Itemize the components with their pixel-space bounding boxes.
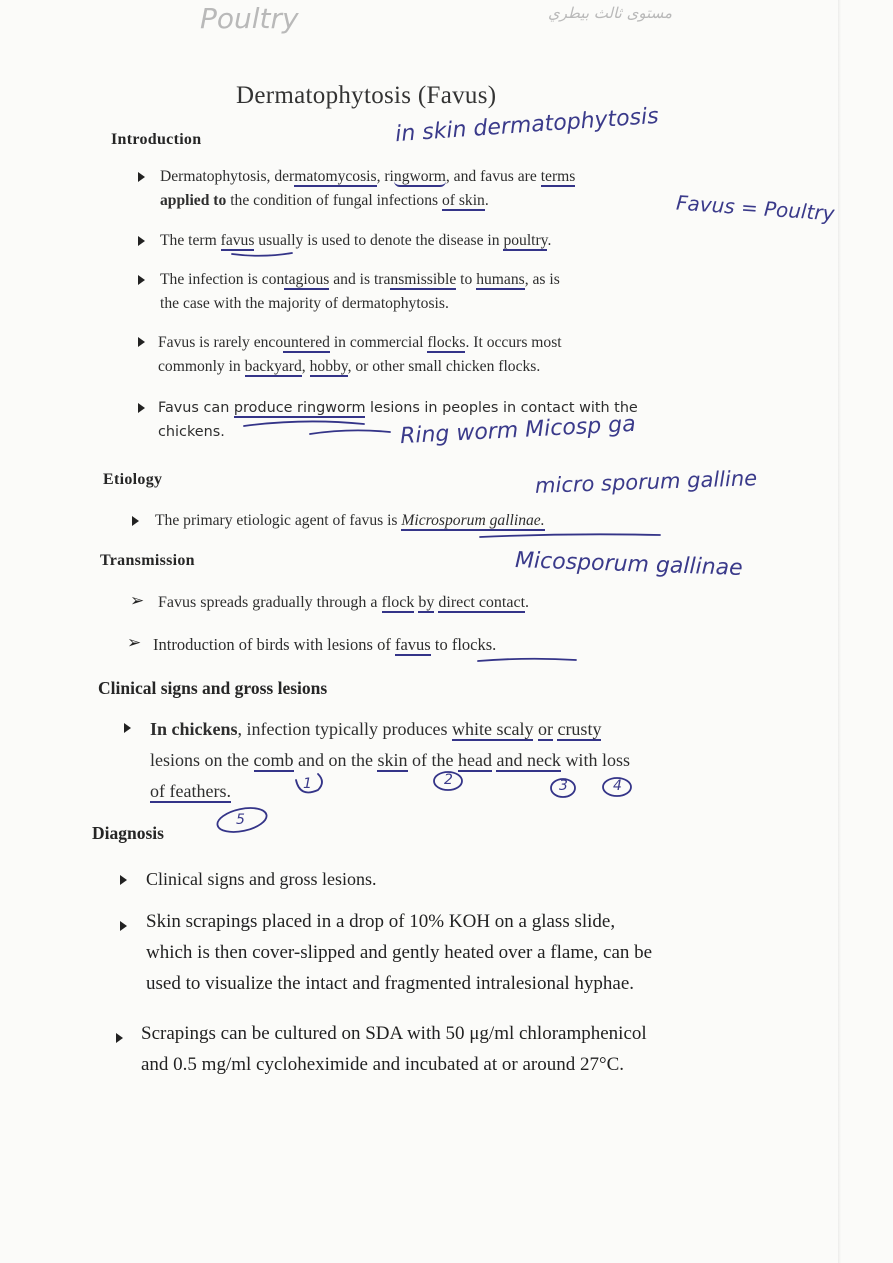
page-title: Dermatophytosis (Favus) [236,82,497,109]
bullet-icon [120,921,127,931]
bullet-icon [120,875,127,885]
heading-etiology: Etiology [103,471,163,488]
diagnosis-item-2: Skin scrapings placed in a drop of 10% KOH on a glass slide, which is then cover-slipped and gently heated over a flame, can be used to visualize the intact and fragmented intralesional hyphae. [146,911,653,994]
circled-number-1: 1 [303,776,312,792]
circled-number-4: 4 [613,778,622,794]
circled-number-5: 5 [236,812,245,828]
bullet-icon [138,337,145,347]
transmission-item-1: Favus spreads gradually through a flock by direct contact. [158,594,530,611]
bullet-icon [138,403,145,413]
pen-underline [480,534,660,537]
handwritten-note-arabic: مستوى ثالث بيطري [548,4,673,22]
pen-underline [478,659,576,661]
heading-clinical-signs: Clinical signs and gross lesions [98,678,328,698]
heading-diagnosis: Diagnosis [92,823,164,843]
etiology-item: The primary etiologic agent of favus is Microsporum gallinae. [155,512,545,529]
page-edge-shadow [838,0,841,1263]
intro-item-3: The infection is contagious and is transmissible to humans, as is the case with the majority of dermatophytosis. [160,271,560,312]
bullet-icon [124,723,131,733]
intro-item-5: Favus can produce ringworm lesions in peoples in contact with the chickens. [158,400,638,440]
handwritten-note-favus-poultry: Favus = Poultry [675,190,836,226]
heading-introduction: Introduction [111,131,202,148]
handwritten-note-microsporum-1: micro sporum galline [534,466,758,498]
handwritten-note-microsporum-2: Micosporum gallinae [514,548,744,581]
diagnosis-item-3: Scrapings can be cultured on SDA with 50 μg/ml chloramphenicol and 0.5 mg/ml cycloheximide and incubated at or around 27°C. [141,1023,647,1075]
bullet-icon [132,516,139,526]
bullet-icon [138,236,145,246]
bullet-icon [138,275,145,285]
circled-number-2: 2 [444,772,453,788]
intro-item-1: Dermatophytosis, dermatomycosis, ringworm, and favus are terms applied to the condition of fungal infections of skin. [160,168,576,209]
handwritten-note-poultry: Poultry [200,2,299,35]
circled-number-3: 3 [559,778,568,794]
arrow-bullet-icon: ➢ [127,633,142,653]
arrow-bullet-icon: ➢ [130,591,145,611]
transmission-item-2: Introduction of birds with lesions of favus to flocks. [153,635,497,654]
diagnosis-item-1: Clinical signs and gross lesions. [146,869,377,889]
pen-underline [232,253,292,256]
bullet-icon [116,1033,123,1043]
handwritten-note-in-skin: in skin dermatophytosis [394,103,660,148]
intro-item-2: The term favus usually is used to denote the disease in poultry. [160,232,552,249]
handwritten-note-ringworm: Ring worm Micosp ga [399,411,637,450]
clinical-item: In chickens, infection typically produces white scaly or crusty lesions on the comb and on the skin of the head and neck with loss of feathers. [150,719,630,801]
bullet-icon [138,172,145,182]
intro-item-4: Favus is rarely encountered in commercial flocks. It occurs most commonly in backyard, hobby, or other small chicken flocks. [158,334,562,375]
heading-transmission: Transmission [100,552,195,569]
